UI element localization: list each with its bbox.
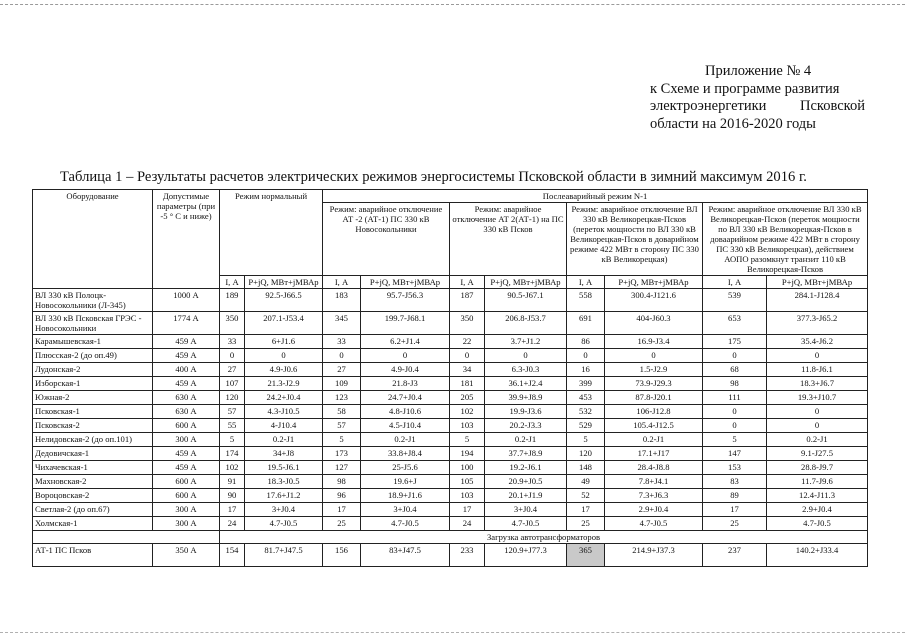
current-cell: 5 — [450, 433, 485, 447]
equipment-cell: Псковская-1 — [33, 405, 153, 419]
power-cell: 4.7-J0.5 — [605, 517, 703, 531]
current-cell: 24 — [220, 517, 245, 531]
current-cell: 350 — [220, 312, 245, 335]
table-row — [33, 544, 868, 567]
current-cell: 107 — [220, 377, 245, 391]
current-cell: 127 — [323, 461, 361, 475]
power-cell: 36.1+J2.4 — [485, 377, 567, 391]
power-cell: 4.9-J0.4 — [361, 363, 450, 377]
power-cell: 0.2-J1 — [605, 433, 703, 447]
current-cell: 183 — [323, 289, 361, 312]
permissible-cell: 600 А — [153, 419, 220, 433]
header-mode-2: Режим: аварийное отключение АТ 2(АТ-1) на ПС 330 кВ Псков — [450, 203, 567, 276]
power-cell: 16.9-J3.4 — [605, 335, 703, 349]
section-spacer — [33, 531, 220, 544]
current-cell: 399 — [567, 377, 605, 391]
current-cell: 86 — [567, 335, 605, 349]
current-cell: 5 — [703, 433, 767, 447]
permissible-cell: 1774 А — [153, 312, 220, 335]
current-cell: 5 — [567, 433, 605, 447]
current-cell: 24 — [450, 517, 485, 531]
power-cell: 81.7+J47.5 — [245, 544, 323, 567]
current-cell: 90 — [220, 489, 245, 503]
header-i: I, А — [323, 276, 361, 289]
current-cell: 233 — [450, 544, 485, 567]
current-cell: 16 — [567, 363, 605, 377]
power-cell: 0.2-J1 — [767, 433, 868, 447]
header-i: I, А — [567, 276, 605, 289]
power-cell: 12.4-J11.3 — [767, 489, 868, 503]
current-cell: 0 — [703, 349, 767, 363]
current-cell: 123 — [323, 391, 361, 405]
permissible-cell: 459 А — [153, 377, 220, 391]
current-cell: 57 — [220, 405, 245, 419]
header-mode-1: Режим: аварийное отключение АТ -2 (АТ-1) ПС 330 кВ Новосокольники — [323, 203, 450, 276]
power-cell: 34+J8 — [245, 447, 323, 461]
current-cell: 98 — [323, 475, 361, 489]
current-cell: 34 — [450, 363, 485, 377]
current-cell: 5 — [220, 433, 245, 447]
current-cell: 91 — [220, 475, 245, 489]
power-cell: 284.1-J128.4 — [767, 289, 868, 312]
equipment-cell: Южная-2 — [33, 391, 153, 405]
current-cell: 25 — [703, 517, 767, 531]
header-normal: Режим нормальный — [220, 190, 323, 276]
current-cell: 25 — [323, 517, 361, 531]
power-cell: 20.9+J0.5 — [485, 475, 567, 489]
power-cell: 21.8-J3 — [361, 377, 450, 391]
permissible-cell: 350 А — [153, 544, 220, 567]
power-cell: 19.3+J10.7 — [767, 391, 868, 405]
power-cell: 18.3+J6.7 — [767, 377, 868, 391]
current-cell: 0 — [703, 419, 767, 433]
power-cell: 207.1-J53.4 — [245, 312, 323, 335]
header-permissible: Допустимые параметры (при -5 ° С и ниже) — [153, 190, 220, 289]
current-cell: 532 — [567, 405, 605, 419]
current-cell: 111 — [703, 391, 767, 405]
current-cell: 0 — [323, 349, 361, 363]
power-cell: 39.9+J8.9 — [485, 391, 567, 405]
power-cell: 3+J0.4 — [361, 503, 450, 517]
current-cell: 691 — [567, 312, 605, 335]
current-cell: 17 — [703, 503, 767, 517]
current-cell: 49 — [567, 475, 605, 489]
current-cell: 181 — [450, 377, 485, 391]
table-row — [33, 363, 868, 377]
appendix-line-2: к Схеме и программе развития — [650, 80, 840, 97]
power-cell: 1.5-J2.9 — [605, 363, 703, 377]
current-cell: 102 — [450, 405, 485, 419]
header-i: I, А — [220, 276, 245, 289]
header-postfault: Послеаварийный режим N-1 — [323, 190, 868, 203]
table-row — [33, 289, 868, 312]
power-cell: 9.1-J27.5 — [767, 447, 868, 461]
current-cell: 147 — [703, 447, 767, 461]
power-cell: 3+J0.4 — [485, 503, 567, 517]
power-cell: 214.9+J37.3 — [605, 544, 703, 567]
permissible-cell: 600 А — [153, 489, 220, 503]
appendix-line-3: электроэнергетики Псковской — [650, 98, 865, 114]
table-row — [33, 433, 868, 447]
power-cell: 4.5-J10.4 — [361, 419, 450, 433]
power-cell: 19.5-J6.1 — [245, 461, 323, 475]
power-cell: 0 — [361, 349, 450, 363]
power-cell: 4.7-J0.5 — [485, 517, 567, 531]
current-cell: 173 — [323, 447, 361, 461]
current-cell: 17 — [450, 503, 485, 517]
power-cell: 19.6+J — [361, 475, 450, 489]
current-cell: 237 — [703, 544, 767, 567]
appendix-number: Приложение № 4 — [705, 63, 812, 79]
current-cell: 89 — [703, 489, 767, 503]
power-cell: 95.7-J56.3 — [361, 289, 450, 312]
power-cell: 3+J0.4 — [245, 503, 323, 517]
current-cell: 175 — [703, 335, 767, 349]
power-cell: 2.9+J0.4 — [605, 503, 703, 517]
current-cell: 103 — [450, 419, 485, 433]
current-cell: 58 — [323, 405, 361, 419]
results-table — [32, 189, 868, 567]
power-cell: 92.5-J66.5 — [245, 289, 323, 312]
permissible-cell: 300 А — [153, 517, 220, 531]
current-cell: 103 — [450, 489, 485, 503]
power-cell: 17.1+J17 — [605, 447, 703, 461]
current-cell: 194 — [450, 447, 485, 461]
current-cell: 453 — [567, 391, 605, 405]
power-cell: 90.5-J67.1 — [485, 289, 567, 312]
current-cell: 0 — [220, 349, 245, 363]
power-cell: 0 — [767, 349, 868, 363]
header-equipment: Оборудование — [33, 190, 153, 289]
current-cell: 83 — [703, 475, 767, 489]
table-row — [33, 377, 868, 391]
power-cell: 21.3-J2.9 — [245, 377, 323, 391]
equipment-cell: Псковская-2 — [33, 419, 153, 433]
power-cell: 25-J5.6 — [361, 461, 450, 475]
equipment-cell: Дедовичская-1 — [33, 447, 153, 461]
power-cell: 20.2-J3.3 — [485, 419, 567, 433]
current-cell: 189 — [220, 289, 245, 312]
power-cell: 0.2-J1 — [485, 433, 567, 447]
header-mode-4: Режим: аварийное отключение ВЛ 330 кВ Великорецкая-Псков (переток мощности по ВЛ 330 кВ Великорецкая-Псков в доваарийном режиме 422 МВт в сторону ПС 330 кВ Великорецкая), действием АОПО разомкнут транзит 110 кВ Великорецкая-Псков — [703, 203, 868, 276]
power-cell: 18.3-J0.5 — [245, 475, 323, 489]
power-cell: 0 — [767, 405, 868, 419]
permissible-cell: 300 А — [153, 433, 220, 447]
power-cell: 19.9-J3.6 — [485, 405, 567, 419]
current-cell: 350 — [450, 312, 485, 335]
table-row — [33, 475, 868, 489]
table-row — [33, 503, 868, 517]
header-row-1 — [33, 190, 868, 203]
current-cell: 0 — [703, 405, 767, 419]
power-cell: 0 — [767, 419, 868, 433]
power-cell: 33.8+J8.4 — [361, 447, 450, 461]
header-p: P+jQ, МВт+jМВАр — [245, 276, 323, 289]
power-cell: 404-J60.3 — [605, 312, 703, 335]
current-cell: 187 — [450, 289, 485, 312]
table-row — [33, 447, 868, 461]
current-cell: 345 — [323, 312, 361, 335]
header-p: P+jQ, МВт+jМВАр — [767, 276, 868, 289]
permissible-cell: 459 А — [153, 335, 220, 349]
current-cell: 156 — [323, 544, 361, 567]
permissible-cell: 459 А — [153, 461, 220, 475]
power-cell: 3.7+J1.2 — [485, 335, 567, 349]
permissible-cell: 459 А — [153, 349, 220, 363]
table-row — [33, 517, 868, 531]
power-cell: 300.4-J121.6 — [605, 289, 703, 312]
current-cell: 109 — [323, 377, 361, 391]
current-cell: 365 — [567, 544, 605, 567]
equipment-cell: Махновская-2 — [33, 475, 153, 489]
power-cell: 140.2+J33.4 — [767, 544, 868, 567]
table-row — [33, 419, 868, 433]
power-cell: 4.8-J10.6 — [361, 405, 450, 419]
power-cell: 0 — [605, 349, 703, 363]
header-mode-3: Режим: аварийное отключение ВЛ 330 кВ Великорецкая-Псков (переток мощности по ВЛ 330 кВ Великорецкая-Псков в доварийном режиме 422 МВт в сторону ПС 330 кВ Великорецкая) — [567, 203, 703, 276]
permissible-cell: 400 А — [153, 363, 220, 377]
table-row — [33, 391, 868, 405]
scan-edge-bottom — [0, 632, 905, 633]
power-cell: 20.1+J1.9 — [485, 489, 567, 503]
power-cell: 4-J10.4 — [245, 419, 323, 433]
current-cell: 105 — [450, 475, 485, 489]
power-cell: 6+J1.6 — [245, 335, 323, 349]
current-cell: 100 — [450, 461, 485, 475]
power-cell: 4.7-J0.5 — [361, 517, 450, 531]
current-cell: 17 — [567, 503, 605, 517]
power-cell: 6.3-J0.3 — [485, 363, 567, 377]
current-cell: 17 — [220, 503, 245, 517]
power-cell: 17.6+J1.2 — [245, 489, 323, 503]
power-cell: 6.2+J1.4 — [361, 335, 450, 349]
power-cell: 7.3+J6.3 — [605, 489, 703, 503]
power-cell: 105.4-J12.5 — [605, 419, 703, 433]
power-cell: 4.7-J0.5 — [767, 517, 868, 531]
current-cell: 0 — [567, 349, 605, 363]
current-cell: 27 — [323, 363, 361, 377]
table-row — [33, 349, 868, 363]
header-i: I, А — [703, 276, 767, 289]
current-cell: 154 — [220, 544, 245, 567]
power-cell: 4.7-J0.5 — [245, 517, 323, 531]
header-p: P+jQ, МВт+jМВАр — [605, 276, 703, 289]
equipment-cell: Чихачевская-1 — [33, 461, 153, 475]
current-cell: 55 — [220, 419, 245, 433]
current-cell: 120 — [567, 447, 605, 461]
power-cell: 73.9-J29.3 — [605, 377, 703, 391]
power-cell: 35.4-J6.2 — [767, 335, 868, 349]
power-cell: 206.8-J53.7 — [485, 312, 567, 335]
power-cell: 24.7+J0.4 — [361, 391, 450, 405]
current-cell: 529 — [567, 419, 605, 433]
current-cell: 33 — [323, 335, 361, 349]
appendix-heading — [650, 63, 865, 133]
scan-edge-top — [0, 4, 905, 5]
table-title: Таблица 1 – Результаты расчетов электрических режимов энергосистемы Псковской области в зимний максимум 2016 г. — [60, 169, 807, 185]
header-p: P+jQ, МВт+jМВАр — [361, 276, 450, 289]
current-cell: 153 — [703, 461, 767, 475]
power-cell: 106-J12.8 — [605, 405, 703, 419]
power-cell: 28.4-J8.8 — [605, 461, 703, 475]
section-label: Загрузка автотрансформаторов — [220, 531, 868, 544]
equipment-cell: Холмская-1 — [33, 517, 153, 531]
equipment-cell: Изборская-1 — [33, 377, 153, 391]
power-cell: 24.2+J0.4 — [245, 391, 323, 405]
equipment-cell: Вороцовская-2 — [33, 489, 153, 503]
equipment-cell: Лудонская-2 — [33, 363, 153, 377]
power-cell: 19.2-J6.1 — [485, 461, 567, 475]
power-cell: 7.8+J4.1 — [605, 475, 703, 489]
power-cell: 11.8-J6.1 — [767, 363, 868, 377]
power-cell: 120.9+J77.3 — [485, 544, 567, 567]
permissible-cell: 1000 А — [153, 289, 220, 312]
power-cell: 377.3-J65.2 — [767, 312, 868, 335]
table-row — [33, 312, 868, 335]
current-cell: 68 — [703, 363, 767, 377]
current-cell: 539 — [703, 289, 767, 312]
power-cell: 4.3-J10.5 — [245, 405, 323, 419]
equipment-cell: АТ-1 ПС Псков — [33, 544, 153, 567]
current-cell: 174 — [220, 447, 245, 461]
table-row — [33, 461, 868, 475]
current-cell: 5 — [323, 433, 361, 447]
power-cell: 87.8-J20.1 — [605, 391, 703, 405]
equipment-cell: ВЛ 330 кВ Псковская ГРЭС - Новосокольники — [33, 312, 153, 335]
equipment-cell: ВЛ 330 кВ Полоцк-Новосокольники (Л-345) — [33, 289, 153, 312]
power-cell: 83+J47.5 — [361, 544, 450, 567]
table-row — [33, 489, 868, 503]
current-cell: 96 — [323, 489, 361, 503]
current-cell: 25 — [567, 517, 605, 531]
power-cell: 0.2-J1 — [245, 433, 323, 447]
equipment-cell: Нелидовская-2 (до оп.101) — [33, 433, 153, 447]
equipment-cell: Плюсская-2 (до оп.49) — [33, 349, 153, 363]
header-i: I, А — [450, 276, 485, 289]
appendix-line-4: области на 2016-2020 годы — [650, 115, 816, 132]
power-cell: 2.9+J0.4 — [767, 503, 868, 517]
power-cell: 0 — [485, 349, 567, 363]
power-cell: 28.8-J9.7 — [767, 461, 868, 475]
power-cell: 199.7-J68.1 — [361, 312, 450, 335]
current-cell: 17 — [323, 503, 361, 517]
permissible-cell: 600 А — [153, 475, 220, 489]
current-cell: 98 — [703, 377, 767, 391]
current-cell: 653 — [703, 312, 767, 335]
section-row — [33, 531, 868, 544]
current-cell: 558 — [567, 289, 605, 312]
current-cell: 0 — [450, 349, 485, 363]
equipment-cell: Карамышевская-1 — [33, 335, 153, 349]
permissible-cell: 630 А — [153, 391, 220, 405]
current-cell: 102 — [220, 461, 245, 475]
current-cell: 148 — [567, 461, 605, 475]
power-cell: 37.7+J8.9 — [485, 447, 567, 461]
table-row — [33, 405, 868, 419]
current-cell: 57 — [323, 419, 361, 433]
power-cell: 0 — [245, 349, 323, 363]
permissible-cell: 459 А — [153, 447, 220, 461]
current-cell: 27 — [220, 363, 245, 377]
power-cell: 18.9+J1.6 — [361, 489, 450, 503]
power-cell: 0.2-J1 — [361, 433, 450, 447]
permissible-cell: 300 А — [153, 503, 220, 517]
header-p: P+jQ, МВт+jМВАр — [485, 276, 567, 289]
equipment-cell: Светлая-2 (до оп.67) — [33, 503, 153, 517]
permissible-cell: 630 А — [153, 405, 220, 419]
current-cell: 205 — [450, 391, 485, 405]
current-cell: 33 — [220, 335, 245, 349]
current-cell: 120 — [220, 391, 245, 405]
power-cell: 4.9-J0.6 — [245, 363, 323, 377]
table-row — [33, 335, 868, 349]
power-cell: 11.7-J9.6 — [767, 475, 868, 489]
current-cell: 52 — [567, 489, 605, 503]
current-cell: 22 — [450, 335, 485, 349]
